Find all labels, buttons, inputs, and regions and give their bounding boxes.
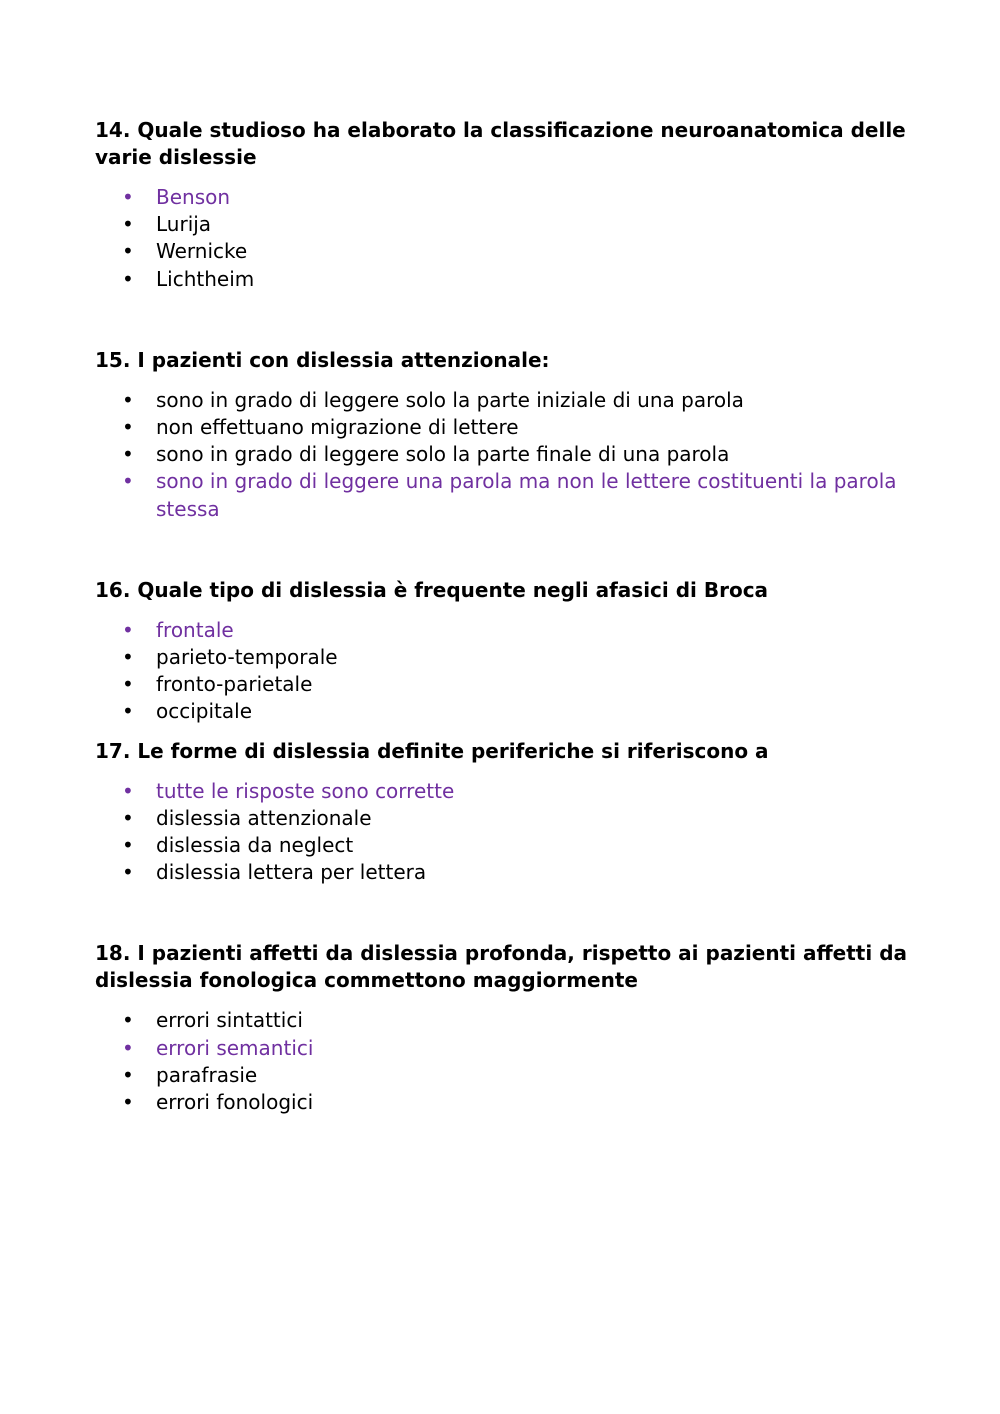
bullet-icon: • bbox=[122, 239, 134, 264]
answer-text: dislessia lettera per lettera bbox=[156, 860, 427, 885]
question-14 bbox=[95, 117, 915, 293]
question-17 bbox=[95, 738, 915, 887]
bullet-icon: • bbox=[122, 778, 134, 803]
question-title: 14. Quale studioso ha elaborato la classificazione neuroanatomica delle varie dislessie bbox=[95, 118, 906, 169]
bullet-icon: • bbox=[122, 212, 134, 237]
question-15 bbox=[95, 347, 915, 523]
bullet-icon: • bbox=[122, 266, 134, 291]
answer-text: occipitale bbox=[156, 699, 252, 724]
answer-option bbox=[95, 414, 915, 441]
bullet-icon: • bbox=[122, 469, 134, 494]
answer-list bbox=[95, 617, 915, 726]
spacer bbox=[95, 293, 915, 347]
answer-text: errori semantici bbox=[156, 1035, 314, 1060]
answer-option-correct bbox=[95, 778, 915, 805]
answer-text: parieto-temporale bbox=[156, 645, 338, 670]
answer-text: sono in grado di leggere una parola ma non le lettere costituenti la parola stessa bbox=[156, 469, 897, 521]
question-18 bbox=[95, 940, 915, 1116]
answer-list bbox=[95, 184, 915, 293]
answer-option bbox=[95, 387, 915, 414]
answer-text: Benson bbox=[156, 185, 231, 209]
question-title: 16. Quale tipo di dislessia è frequente negli afasici di Broca bbox=[95, 577, 769, 602]
answer-option-correct bbox=[95, 184, 915, 211]
bullet-icon: • bbox=[122, 387, 134, 412]
answer-option bbox=[95, 266, 915, 293]
question-title: 18. I pazienti affetti da dislessia profonda, rispetto ai pazienti affetti da dislessia fonologica commettono maggiormente bbox=[95, 941, 908, 993]
answer-text: errori sintattici bbox=[156, 1008, 303, 1033]
bullet-icon: • bbox=[122, 1008, 134, 1033]
answer-text: tutte le risposte sono corrette bbox=[156, 778, 455, 803]
answer-text: dislessia attenzionale bbox=[156, 805, 372, 830]
spacer bbox=[95, 523, 915, 577]
bullet-icon: • bbox=[122, 833, 134, 858]
answer-option bbox=[95, 805, 915, 832]
question-title: 17. Le forme di dislessia definite periferiche si riferiscono a bbox=[95, 738, 769, 763]
answer-text: frontale bbox=[156, 617, 234, 642]
answer-option-correct bbox=[95, 468, 915, 522]
bullet-icon: • bbox=[122, 442, 134, 467]
answer-option bbox=[95, 698, 915, 725]
answer-list bbox=[95, 1007, 915, 1116]
answer-text: Lichtheim bbox=[156, 266, 255, 291]
answer-text: Wernicke bbox=[156, 239, 248, 264]
question-16 bbox=[95, 577, 915, 726]
bullet-icon: • bbox=[122, 805, 134, 830]
answer-option bbox=[95, 859, 915, 886]
bullet-icon: • bbox=[122, 645, 134, 670]
answer-text: sono in grado di leggere solo la parte finale di una parola bbox=[156, 442, 730, 467]
bullet-icon: • bbox=[122, 1062, 134, 1087]
answer-list bbox=[95, 778, 915, 887]
answer-option bbox=[95, 238, 915, 265]
answer-option bbox=[95, 1007, 915, 1034]
bullet-icon: • bbox=[122, 699, 134, 724]
answer-text: parafrasie bbox=[156, 1062, 258, 1087]
answer-option bbox=[95, 671, 915, 698]
bullet-icon: • bbox=[122, 1090, 134, 1115]
answer-option bbox=[95, 1089, 915, 1116]
answer-option bbox=[95, 1062, 915, 1089]
answer-option-correct bbox=[95, 1035, 915, 1062]
bullet-icon: • bbox=[122, 617, 134, 642]
answer-list bbox=[95, 387, 915, 523]
answer-option bbox=[95, 644, 915, 671]
question-title: 15. I pazienti con dislessia attenzionale: bbox=[95, 347, 550, 372]
spacer bbox=[95, 886, 915, 940]
document-page bbox=[95, 117, 915, 1116]
bullet-icon: • bbox=[122, 415, 134, 440]
answer-text: Lurija bbox=[156, 212, 212, 237]
answer-text: sono in grado di leggere solo la parte iniziale di una parola bbox=[156, 387, 744, 412]
answer-option bbox=[95, 832, 915, 859]
answer-text: errori fonologici bbox=[156, 1090, 314, 1115]
answer-option bbox=[95, 441, 915, 468]
answer-text: fronto-parietale bbox=[156, 672, 313, 697]
answer-text: non effettuano migrazione di lettere bbox=[156, 415, 519, 440]
bullet-icon: • bbox=[122, 860, 134, 885]
bullet-icon: • bbox=[122, 672, 134, 697]
bullet-icon: • bbox=[122, 185, 134, 209]
answer-option bbox=[95, 211, 915, 238]
bullet-icon: • bbox=[122, 1035, 134, 1060]
spacer bbox=[95, 726, 915, 738]
answer-text: dislessia da neglect bbox=[156, 833, 354, 858]
answer-option-correct bbox=[95, 617, 915, 644]
